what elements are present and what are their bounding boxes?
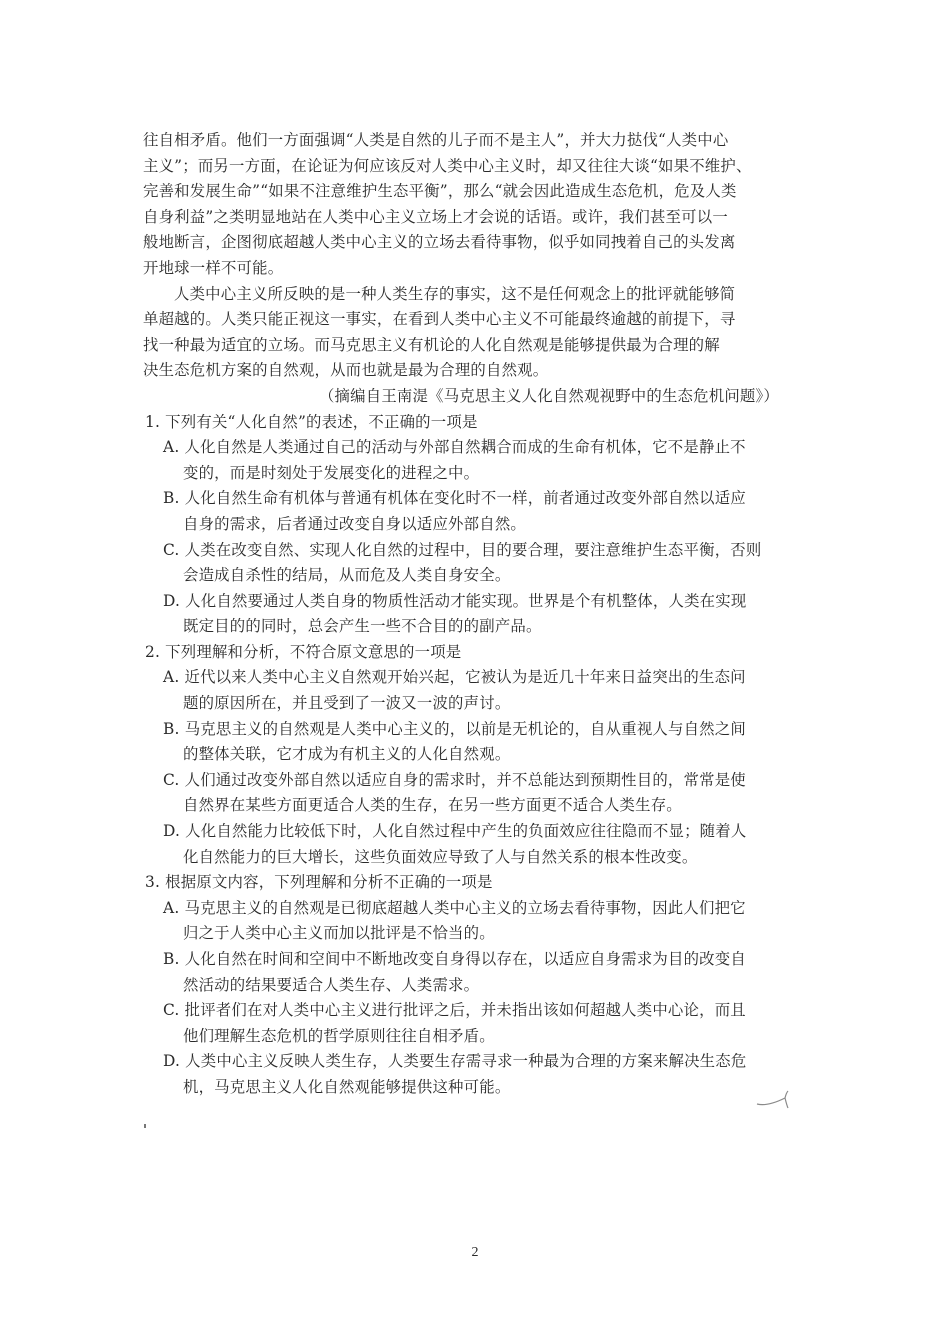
passage-line: 开地球一样不可能。	[143, 258, 284, 277]
option-c-cont: 他们理解生态危机的哲学原则往往自相矛盾。	[183, 1026, 495, 1045]
passage-line: 往自相矛盾。他们一方面强调“人类是自然的儿子而不是主人”，并大力挞伐“人类中心	[143, 131, 729, 149]
option-d-cont: 机，马克思主义人化自然观能够提供这种可能。	[183, 1077, 511, 1096]
passage-line: 单超越的。人类只能正视这一事实，在看到人类中心主义不可能最终逾越的前提下，寻	[143, 310, 736, 329]
question-1	[143, 410, 783, 640]
passage-line: 般地断言，企图彻底超越人类中心主义的立场去看待事物，似乎如同拽着自己的头发离	[143, 233, 736, 252]
scan-speck	[144, 1124, 146, 1128]
option-b: B. 人化自然在时间和空间中不断地改变自身得以存在，以适应自身需求为目的改变自	[163, 950, 746, 968]
option-b-cont: 然活动的结果要适合人类生存、人类需求。	[183, 975, 480, 994]
option-d-cont: 化自然能力的巨大增长，这些负面效应导致了人与自然关系的根本性改变。	[183, 847, 698, 866]
option-a: A. 马克思主义的自然观是已彻底超越人类中心主义的立场去看待事物，因此人们把它	[163, 898, 746, 917]
passage-line: 人类中心主义所反映的是一种人类生存的事实，这不是任何观念上的批评就能够简	[174, 284, 736, 303]
passage-line: 完善和发展生命”“如果不注意维护生态平衡”，那么“就会因此造成生态危机，危及人类	[143, 182, 737, 201]
question-stem: 1. 下列有关“人化自然”的表述，不正确的一项是	[145, 412, 478, 431]
page-number: 2	[471, 1245, 479, 1260]
option-b-cont: 自身的需求，后者通过改变自身以适应外部自然。	[183, 514, 526, 533]
option-c-cont: 自然界在某些方面更适合人类的生存，在另一些方面更不适合人类生存。	[183, 796, 682, 815]
passage-line: 自身利益”之类明显地站在人类中心主义立场上才会说的话语。或许，我们甚至可以一	[143, 207, 728, 226]
option-a-cont: 变的，而是时刻处于发展变化的进程之中。	[183, 463, 480, 482]
option-d: D. 人类中心主义反映人类生存，人类要生存需寻求一种最为合理的方案来解决生态危	[163, 1052, 747, 1071]
reading-passage	[143, 128, 783, 1101]
option-b-cont: 的整体关联，它才成为有机主义的人化自然观。	[183, 745, 511, 764]
option-c: C. 人们通过改变外部自然以适应自身的需求时，并不总能达到预期性目的，常常是使	[163, 770, 746, 789]
question-2	[143, 640, 783, 870]
option-d: D. 人化自然能力比较低下时，人化自然过程中产生的负面效应往往隐而不显；随着人	[163, 822, 747, 841]
question-3	[143, 870, 783, 1100]
option-d: D. 人化自然要通过人类自身的物质性活动才能实现。世界是个有机整体，人类在实现	[163, 591, 747, 610]
source-citation: （摘编自王南湜《马克思主义人化自然观视野中的生态危机问题》）	[318, 386, 779, 405]
question-stem: 3. 根据原文内容，下列理解和分析不正确的一项是	[145, 873, 493, 892]
option-d-cont: 既定目的的同时，总会产生一些不合目的的副产品。	[183, 617, 542, 636]
passage-line: 找一种最为适宜的立场。而马克思主义有机论的人化自然观是能够提供最为合理的解	[143, 335, 720, 354]
option-a-cont: 题的原因所在，并且受到了一波又一波的声讨。	[183, 694, 511, 713]
option-b: B. 马克思主义的自然观是人类中心主义的，以前是无机论的，自从重视人与自然之间	[163, 719, 746, 738]
question-stem: 2. 下列理解和分析，不符合原文意思的一项是	[145, 642, 462, 661]
passage-line: 决生态危机方案的自然观，从而也就是最为合理的自然观。	[143, 361, 549, 380]
option-a: A. 人化自然是人类通过自己的活动与外部自然耦合而成的生命有机体，它不是静止不	[163, 438, 746, 457]
option-c: C. 人类在改变自然、实现人化自然的过程中，目的要合理，要注意维护生态平衡，否则	[163, 540, 762, 559]
option-a-cont: 归之于人类中心主义而加以批评是不恰当的。	[183, 924, 495, 943]
option-a: A. 近代以来人类中心主义自然观开始兴起，它被认为是近几十年来日益突出的生态问	[163, 668, 746, 687]
passage-line: 主义”；而另一方面，在论证为何应该反对人类中心主义时，却又往往大谈“如果不维护、	[143, 156, 752, 175]
option-b: B. 人化自然生命有机体与普通有机体在变化时不一样，前者通过改变外部自然以适应	[163, 489, 746, 508]
pencil-mark-icon	[755, 1088, 795, 1112]
option-c-cont: 会造成自杀性的结局，从而危及人类自身安全。	[183, 566, 511, 585]
option-c: C. 批评者们在对人类中心主义进行批评之后，并未指出该如何超越人类中心论，而且	[163, 1001, 746, 1020]
